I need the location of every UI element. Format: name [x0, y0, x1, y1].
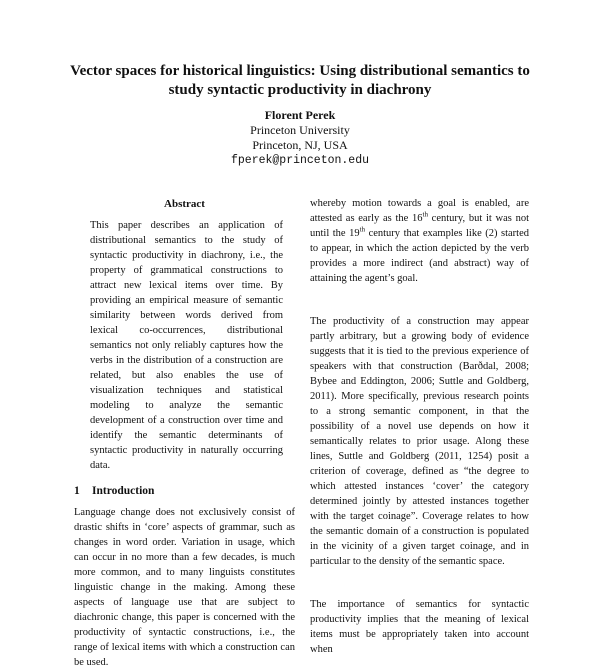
- p1-text-c: century that examples like (2) started to appear, in which the action depicted by the verb provides a more indirect (and abstract) way of attaining the agent’s goal.: [310, 228, 529, 284]
- right-paragraph-2: The productivity of a construction may appear partly arbitrary, but a growing body of evidence suggests that it is tied to the previous experience of speakers with that construction (Barðdal, 2008; Bybee and Eddington, 2006; Suttle and Goldberg, 2011). More specifically, previous research points to a strong semantic component, in that the possibility of a novel use depends on how it semantically relates to prior usage. Along these lines, Suttle and Goldberg (2011, 1254) posit a criterion of coverage, defined as “the degree to which attested instances ‘cover’ the category determined jointly by attested instances together with the target coinage”. Coverage relates to how the semantic domain of a construction is populated in the vicinity of a given target coinage, and in particular to the density of the semantic space.: [310, 316, 529, 567]
- introduction-paragraph: Language change does not exclusively consist of drastic shifts in ‘core’ aspects of grammar, such as changes in word order. Variation in usage, which can occur in no more than a few decades, is much more common, and to many linguists constitutes linguistic change in the making. Among these aspects of language use that are subject to diachronic change, this paper is concerned with the productivity of syntactic constructions, i.e., the range of lexical items with which a construction can be used.: [74, 507, 295, 668]
- right-column: [310, 196, 529, 657]
- section-title: Introduction: [92, 485, 155, 497]
- right-paragraph-1: [310, 196, 529, 286]
- abstract-heading: Abstract: [164, 198, 205, 210]
- right-paragraph-3: The importance of semantics for syntactic productivity implies that the meaning of lexical items must be appropriately taken into account when: [310, 599, 529, 655]
- p1-text-a: whereby motion towards a goal is enabled, are attested as early as the 16: [310, 198, 529, 224]
- p1-text-b: century, but it was not until the 19: [310, 213, 529, 239]
- left-column: [74, 196, 295, 670]
- paper-title: Vector spaces for historical linguistics: Using distributional semantics to study syntactic productivity in diachrony: [70, 63, 530, 98]
- author-affiliation: Princeton University: [250, 123, 350, 137]
- paragraph-gap: [310, 286, 529, 314]
- p1-superscript-1: th: [422, 210, 428, 219]
- author-location: Princeton, NJ, USA: [252, 138, 348, 152]
- paragraph-gap: [310, 569, 529, 597]
- author-email[interactable]: fperek@princeton.edu: [230, 154, 370, 167]
- section-number: 1: [74, 485, 80, 497]
- author-name: Florent Perek: [264, 108, 336, 122]
- abstract-text: This paper describes an application of distributional semantics to the study of syntactic productivity in diachrony, i.e., the property of grammatical constructions to attract new lexical items over time. By providing an empirical measure of semantic similarity between words derived from lexical co-occurrences, distributional semantics not only reliably captures how the verbs in the distribution of a construction are related, but also enables the use of visualization techniques and statistical modeling to analyze the semantic development of a construction over time and identify the semantic determinants of syntactic productivity in naturally occurring data.: [90, 220, 283, 471]
- section-heading-introduction: [74, 483, 295, 499]
- author-block: [150, 108, 450, 168]
- p1-superscript-2: th: [359, 225, 366, 234]
